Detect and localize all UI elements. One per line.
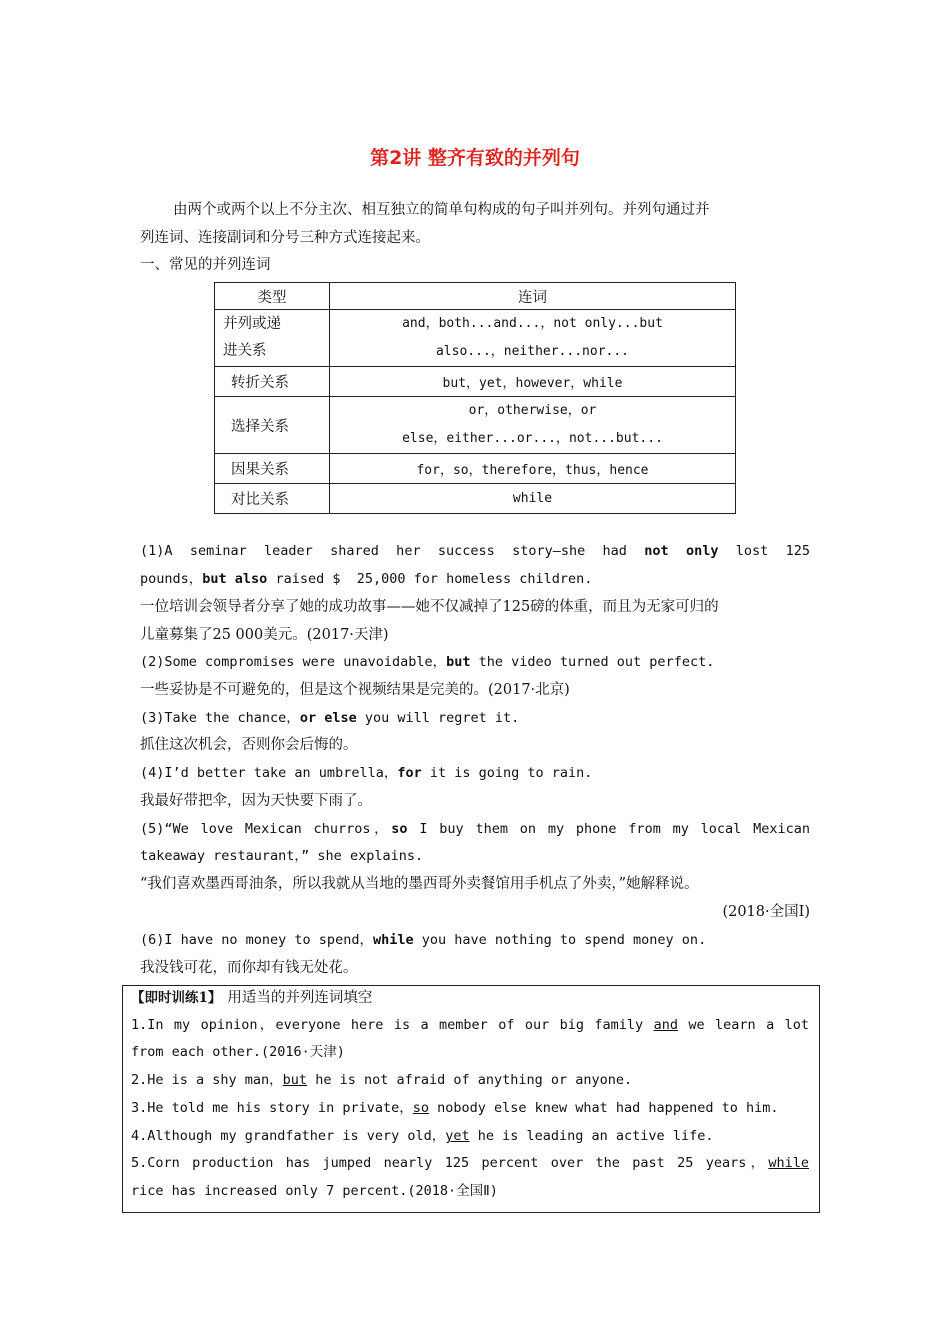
conjunction-table <box>214 282 736 514</box>
example-2-cn: 一些妥协是不可避免的，但是这个视频结果是完美的。(2017·北京) <box>140 682 570 698</box>
words-cell <box>330 310 736 367</box>
table-row <box>215 454 736 484</box>
type-cell: 对比关系 <box>215 484 330 514</box>
example-text: you will regret it. <box>356 710 520 726</box>
practice-question-2 <box>131 1066 632 1094</box>
example-text: (4)I’d better take an umbrella， <box>140 765 398 781</box>
conjunction-highlight: or else <box>299 710 357 726</box>
answer-blank: and <box>653 1017 678 1033</box>
question-text: nobody else knew what had happened to him. <box>428 1100 779 1116</box>
table-row <box>215 367 736 397</box>
example-text: pounds， <box>140 571 203 587</box>
words-text: or，otherwise，or <box>468 403 597 418</box>
example-text: it is going to rain. <box>421 765 593 781</box>
example-3-en <box>140 704 810 732</box>
example-1-cn-line-1: 一位培训会领导者分享了她的成功故事——她不仅减掉了125磅的体重，而且为无家可归的 <box>140 599 719 615</box>
conjunction-highlight: while <box>372 932 414 948</box>
practice-instruction: 用适当的并列连词填空 <box>227 990 373 1006</box>
question-text: 3.He told me his story in private， <box>131 1100 413 1116</box>
words-cell: for，so，therefore，thus，hence <box>330 454 736 484</box>
example-5-en-line-1 <box>140 815 810 843</box>
answer-blank: while <box>768 1155 809 1171</box>
example-text: (2)Some compromises were unavoidable， <box>140 654 447 670</box>
example-text: (1)A seminar leader shared her success story—she had <box>140 543 645 559</box>
type-cell: 选择关系 <box>215 397 330 454</box>
type-cell: 因果关系 <box>215 454 330 484</box>
conjunction-highlight: but also <box>202 571 268 587</box>
header-words: 连词 <box>330 283 736 310</box>
example-3-cn: 抓住这次机会，否则你会后悔的。 <box>140 737 358 753</box>
conjunction-highlight: so <box>391 821 408 837</box>
words-cell: while <box>330 484 736 514</box>
example-2-en <box>140 648 810 676</box>
page-title: 第2讲 整齐有致的并列句 <box>370 147 580 169</box>
question-text: he is not afraid of anything or anyone. <box>307 1072 633 1088</box>
question-text: 1.In my opinion，everyone here is a member of our big family <box>131 1017 654 1033</box>
example-1-en-line-2 <box>140 565 810 593</box>
section-heading: 一、常见的并列连词 <box>140 257 271 273</box>
example-text: you have nothing to spend money on. <box>413 932 707 948</box>
practice-question-5-line-2: rice has increased only 7 percent.(2018·全国Ⅱ) <box>131 1183 498 1199</box>
answer-blank: yet <box>445 1128 470 1144</box>
question-text: he is leading an active life. <box>469 1128 714 1144</box>
table-row <box>215 484 736 514</box>
question-text: 5.Corn production has jumped nearly 125 percent over the past 25 years， <box>131 1155 769 1171</box>
question-text: 2.He is a shy man， <box>131 1072 283 1088</box>
example-text: the video turned out perfect. <box>470 654 715 670</box>
conjunction-highlight: not only <box>644 543 719 559</box>
conjunction-highlight: for <box>397 765 422 781</box>
example-text: raised $ 25,000 for homeless children. <box>267 571 593 587</box>
example-1-en-line-1 <box>140 537 810 565</box>
words-cell <box>330 397 736 454</box>
practice-heading <box>131 984 372 1012</box>
words-text: also...，neither...nor... <box>435 344 629 359</box>
practice-question-1-line-2: from each other.(2016·天津) <box>131 1044 345 1060</box>
example-5-source: (2018·全国Ⅰ) <box>722 904 810 920</box>
practice-label: 【即时训练1】 <box>131 990 222 1006</box>
intro-line-2: 列连词、连接副词和分号三种方式连接起来。 <box>140 230 430 246</box>
type-text: 并列或递 <box>223 316 281 332</box>
example-6-cn: 我没钱可花，而你却有钱无处花。 <box>140 960 358 976</box>
example-text: (5)“We love Mexican churros， <box>140 821 392 837</box>
question-text: we learn a lot <box>677 1017 809 1033</box>
practice-question-4 <box>131 1122 713 1150</box>
table-row <box>215 397 736 454</box>
example-text: (3)Take the chance， <box>140 710 300 726</box>
example-5-cn: “我们喜欢墨西哥油条，所以我就从当地的墨西哥外卖餐馆用手机点了外卖，”她解释说。 <box>140 876 699 892</box>
example-text: I buy them on my phone from my local Mexican <box>407 821 810 837</box>
answer-blank: so <box>412 1100 429 1116</box>
words-text: else，either...or...，not...but... <box>402 431 663 446</box>
type-text: 进关系 <box>223 343 267 359</box>
example-6-en <box>140 926 810 954</box>
conjunction-highlight: but <box>446 654 471 670</box>
table-header-row <box>215 283 736 310</box>
words-text: and，both...and...，not only...but <box>402 316 663 331</box>
type-cell: 转折关系 <box>215 367 330 397</box>
example-text: (6)I have no money to spend， <box>140 932 373 948</box>
intro-line-1: 由两个或两个以上不分主次、相互独立的简单句构成的句子叫并列句。并列句通过并 <box>173 202 710 218</box>
practice-question-5 <box>131 1149 809 1177</box>
practice-question-1 <box>131 1011 809 1039</box>
type-cell <box>215 310 330 367</box>
example-1-cn-line-2: 儿童募集了25 000美元。(2017·天津) <box>140 627 389 643</box>
answer-blank: but <box>282 1072 308 1088</box>
example-4-cn: 我最好带把伞，因为天快要下雨了。 <box>140 793 372 809</box>
table-row <box>215 310 736 367</box>
example-4-en <box>140 759 810 787</box>
example-5-en-line-2: takeaway restaurant，” she explains. <box>140 848 424 864</box>
words-cell: but，yet，however，while <box>330 367 736 397</box>
example-text: lost 125 <box>718 543 810 559</box>
practice-question-3 <box>131 1094 778 1122</box>
question-text: 4.Although my grandfather is very old， <box>131 1128 446 1144</box>
header-type: 类型 <box>215 283 330 310</box>
